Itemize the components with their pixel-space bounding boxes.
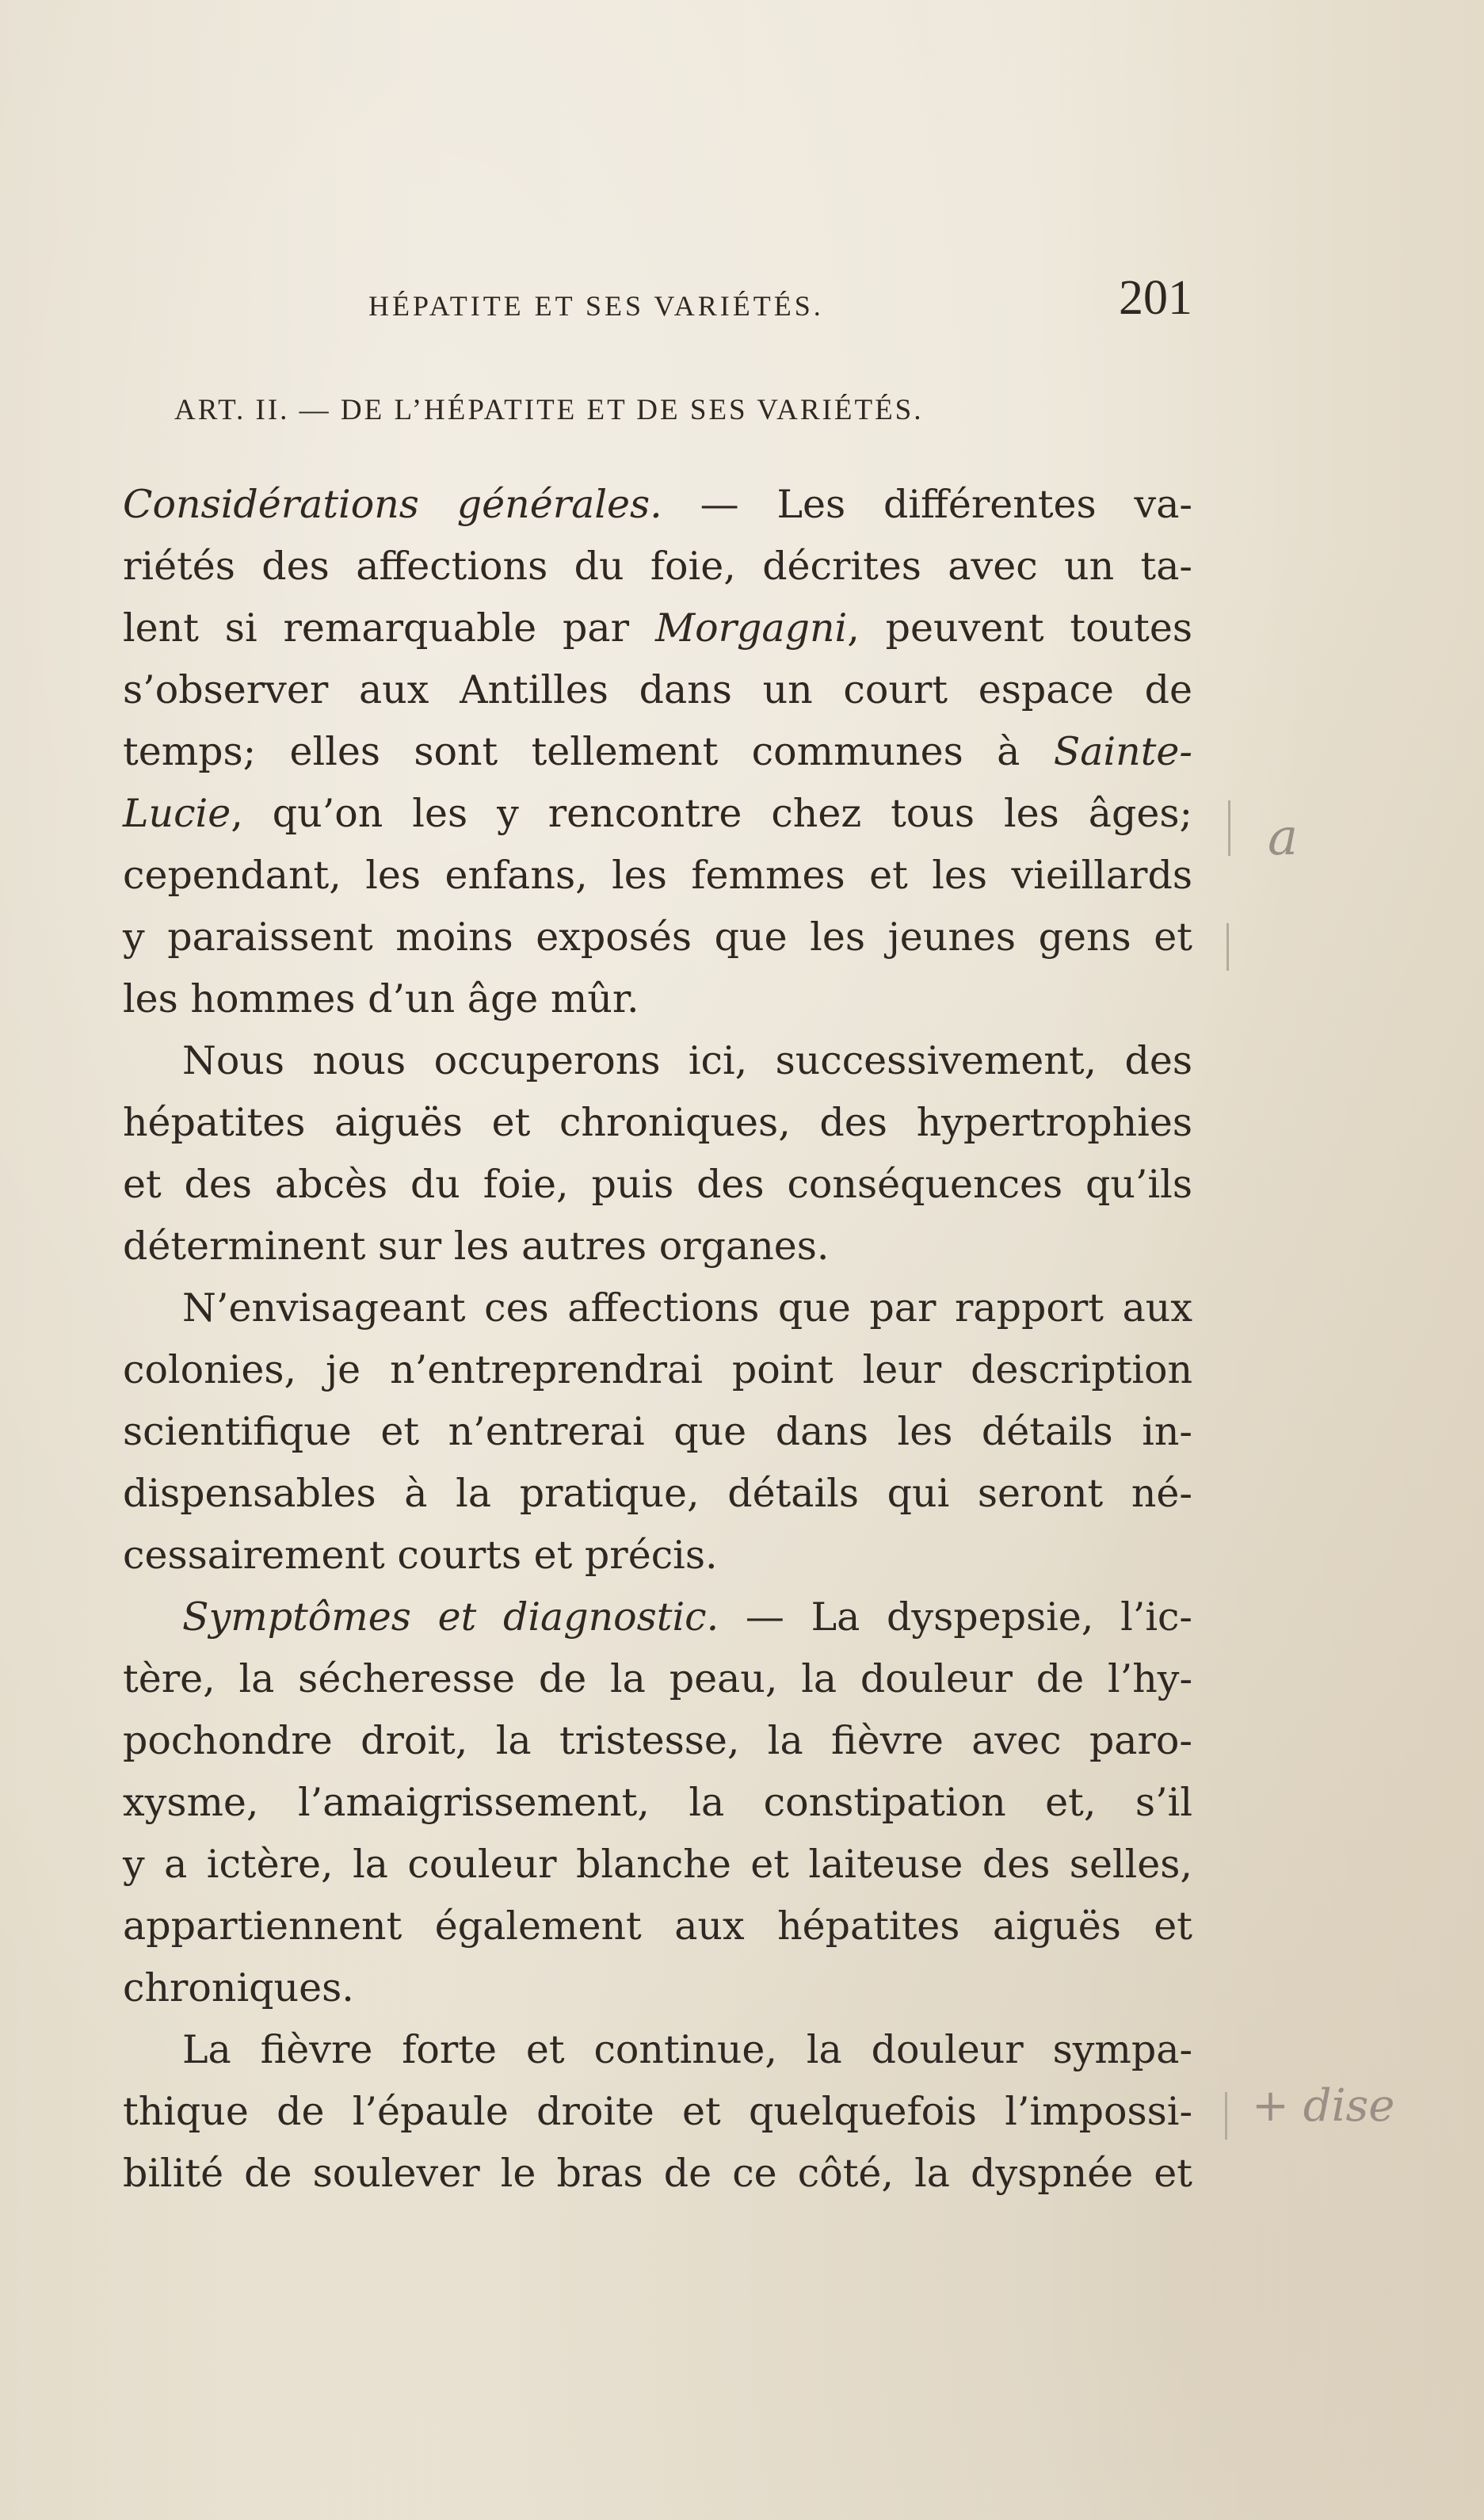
text-run: s’observer aux Antilles dans un court espace de — [123, 667, 1192, 712]
text-line — [123, 474, 1192, 536]
italic-text: Symptômes et diagnostic. — [182, 1594, 719, 1640]
text-run: La fièvre forte et continue, la douleur sympa- — [182, 2027, 1192, 2072]
text-run: Nous nous occuperons ici, successivement, des — [182, 1038, 1192, 1083]
text-line — [123, 1277, 1192, 1339]
margin-note-handwritten: a — [1268, 808, 1299, 867]
text-run: — Les différentes va- — [662, 482, 1192, 527]
text-line — [123, 783, 1192, 845]
text-line — [123, 1216, 1192, 1277]
text-line — [123, 1401, 1192, 1463]
text-line — [123, 1339, 1192, 1401]
running-head — [368, 273, 1192, 337]
text-line — [123, 1957, 1192, 2019]
text-run: riétés des affections du foie, décrites avec un ta- — [123, 544, 1192, 589]
text-run: , peuvent toutes — [847, 605, 1192, 651]
page-number: 201 — [1119, 271, 1192, 325]
italic-text: Morgagni — [654, 605, 848, 651]
text-run: xysme, l’amaigrissement, la constipation et, s’il — [123, 1780, 1192, 1825]
italic-text: Lucie — [123, 791, 231, 836]
text-line — [123, 1648, 1192, 1710]
section-title: ART. II. — DE L’HÉPATITE ET DE SES VARIÉTÉS. — [174, 394, 924, 426]
text-run: les hommes d’un âge mûr. — [123, 976, 639, 1021]
text-run: tère, la sécheresse de la peau, la douleur de l’hy- — [123, 1656, 1192, 1701]
text-line — [123, 536, 1192, 598]
text-line — [123, 2081, 1192, 2143]
text-run: y a ictère, la couleur blanche et laiteuse des selles, — [123, 1842, 1192, 1887]
text-line — [123, 1772, 1192, 1834]
running-title: HÉPATITE ET SES VARIÉTÉS. — [368, 290, 824, 322]
text-run: scientifique et n’entrerai que dans les détails in- — [123, 1409, 1192, 1454]
text-line — [123, 659, 1192, 721]
text-run: , qu’on les y rencontre chez tous les âges; — [231, 791, 1192, 836]
text-line — [123, 721, 1192, 783]
text-line — [123, 1896, 1192, 1957]
text-run: chroniques. — [123, 1965, 354, 2010]
text-line — [123, 2143, 1192, 2205]
text-run: pochondre droit, la tristesse, la fièvre avec paro- — [123, 1718, 1192, 1763]
text-line — [123, 1154, 1192, 1216]
text-run: et des abcès du foie, puis des conséquences qu’ils — [123, 1162, 1192, 1207]
text-run: lent si remarquable par — [123, 605, 655, 651]
text-line — [123, 1092, 1192, 1154]
margin-mark — [1228, 800, 1230, 856]
text-line — [123, 1834, 1192, 1896]
text-line — [123, 2019, 1192, 2081]
italic-text: Sainte- — [1053, 729, 1192, 774]
text-run: y paraissent moins exposés que les jeunes gens et — [123, 914, 1192, 960]
text-run: cessairement courts et précis. — [123, 1533, 718, 1578]
text-run: bilité de soulever le bras de ce côté, la dyspnée et — [123, 2151, 1192, 2196]
text-run: colonies, je n’entreprendrai point leur description — [123, 1347, 1192, 1392]
text-run: dispensables à la pratique, détails qui seront né- — [123, 1471, 1192, 1516]
text-line — [123, 1030, 1192, 1092]
text-line — [123, 1710, 1192, 1772]
text-line — [123, 968, 1192, 1030]
text-run: N’envisageant ces affections que par rapport aux — [182, 1285, 1192, 1331]
text-run: temps; elles sont tellement communes à — [123, 729, 1054, 774]
text-line — [123, 1586, 1192, 1648]
text-run: thique de l’épaule droite et quelquefois l’impossi- — [123, 2089, 1192, 2134]
text-line — [123, 1525, 1192, 1586]
text-run: hépatites aiguës et chroniques, des hypertrophies — [123, 1100, 1192, 1145]
margin-mark — [1225, 2092, 1227, 2140]
margin-note-handwritten: + dise — [1252, 2080, 1395, 2132]
text-line — [123, 1463, 1192, 1525]
text-line — [123, 845, 1192, 907]
text-run: cependant, les enfans, les femmes et les vieillards — [123, 853, 1192, 898]
text-run: appartiennent également aux hépatites aiguës et — [123, 1903, 1192, 1949]
text-run: — La dyspepsie, l’ic- — [719, 1594, 1192, 1640]
text-run: déterminent sur les autres organes. — [123, 1224, 830, 1269]
text-line — [123, 598, 1192, 659]
text-line — [123, 907, 1192, 968]
margin-mark — [1226, 923, 1229, 971]
body-text — [123, 474, 1192, 2205]
italic-text: Considérations générales. — [123, 482, 662, 527]
